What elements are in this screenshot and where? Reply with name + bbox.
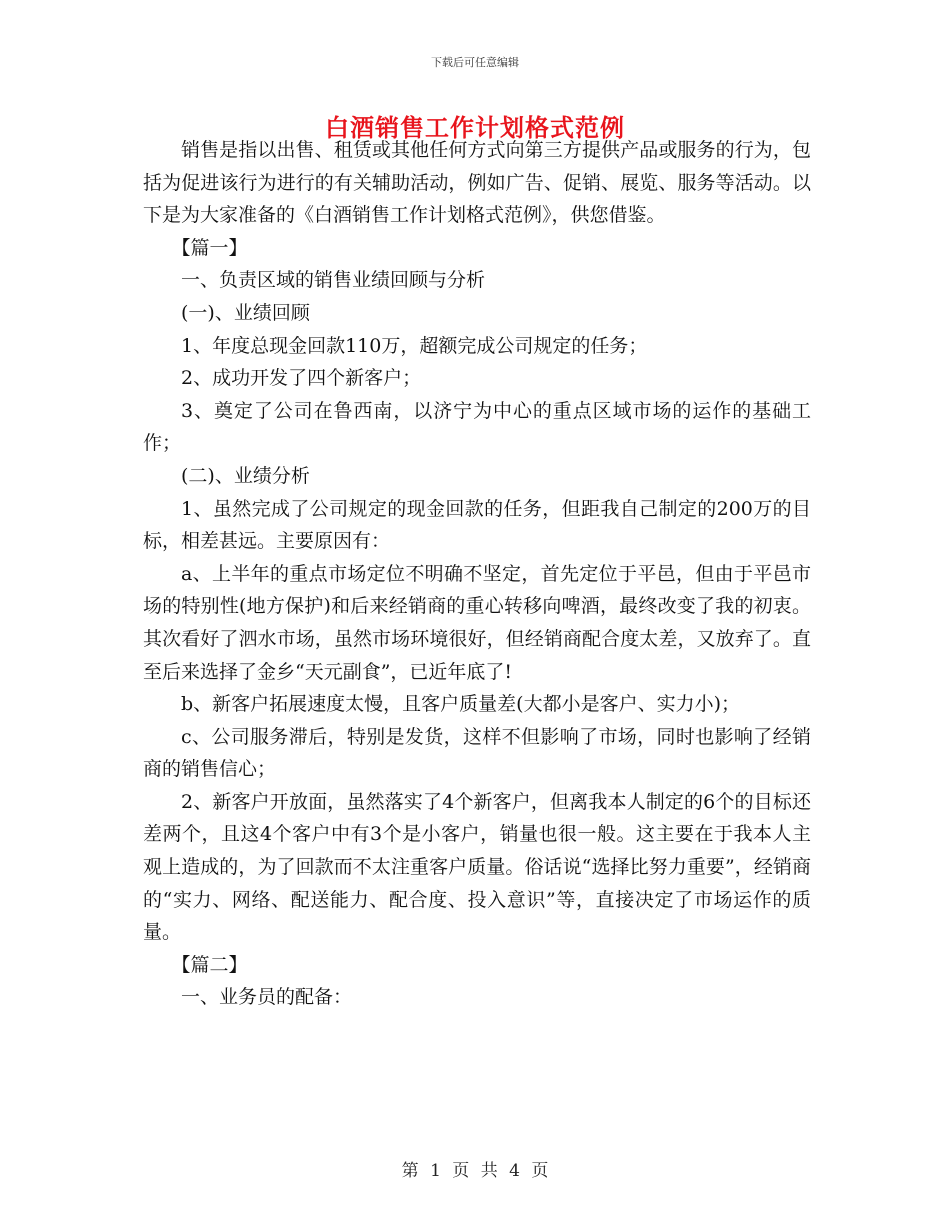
subsection-heading: (一)、业绩回顾 <box>181 301 310 324</box>
section-heading: 一、业务员的配备： <box>181 986 353 1009</box>
page-number: 第 1 页 共 4 页 <box>401 1161 549 1181</box>
section-heading-part-one: 【篇一】 <box>171 236 248 259</box>
list-item: a、上半年的重点市场定位不明确不坚定，首先定位于平邑，但由于平邑市场的特别性(地方保护)和后来经销商的重心转移向啤酒，最终改变了我的初衷。其次看好了泗水市场，虽然市场环境很好，但经销商配合度太差，又放弃了。直至后来选择了金乡“天元副食”，已近年底了! <box>143 562 811 683</box>
document-title: 白酒销售工作计划格式范例 <box>325 113 625 142</box>
list-item: b、新客户拓展速度太慢，且客户质量差(大都小是客户、实力小)； <box>181 693 740 716</box>
list-item: 1、年度总现金回款110万，超额完成公司规定的任务； <box>181 334 648 357</box>
list-item: 3、奠定了公司在鲁西南，以济宁为中心的重点区域市场的运作的基础工作； <box>143 399 811 455</box>
section-heading-part-two: 【篇二】 <box>171 953 248 976</box>
list-item: c、公司服务滞后，特别是发货，这样不但影响了市场，同时也影响了经销商的销售信心； <box>143 725 811 781</box>
section-heading: 一、负责区域的销售业绩回顾与分析 <box>181 269 486 292</box>
list-item: 1、虽然完成了公司规定的现金回款的任务，但距我自己制定的200万的目标，相差甚远。主要原因有： <box>143 497 811 553</box>
list-item: 2、成功开发了四个新客户； <box>181 367 422 390</box>
list-item: 2、新客户开放面，虽然落实了4个新客户，但离我本人制定的6个的目标还差两个，且这4个客户中有3个是小客户，销量也很一般。这主要在于我本人主观上造成的，为了回款而不太注重客户质量。俗话说“选择比努力重要”，经销商的“实力、网络、配送能力、配合度、投入意识”等，直接决定了市场运作的质量。 <box>143 790 811 944</box>
intro-paragraph: 销售是指以出售、租赁或其他任何方式向第三方提供产品或服务的行为，包括为促进该行为进行的有关辅助活动，例如广告、促销、展览、服务等活动。以下是为大家准备的《白酒销售工作计划格式范例》，供您借鉴。 <box>143 139 811 227</box>
subsection-heading: (二)、业绩分析 <box>181 464 310 487</box>
document-body <box>143 134 811 1014</box>
header-note: 下载后可任意编辑 <box>431 56 519 69</box>
